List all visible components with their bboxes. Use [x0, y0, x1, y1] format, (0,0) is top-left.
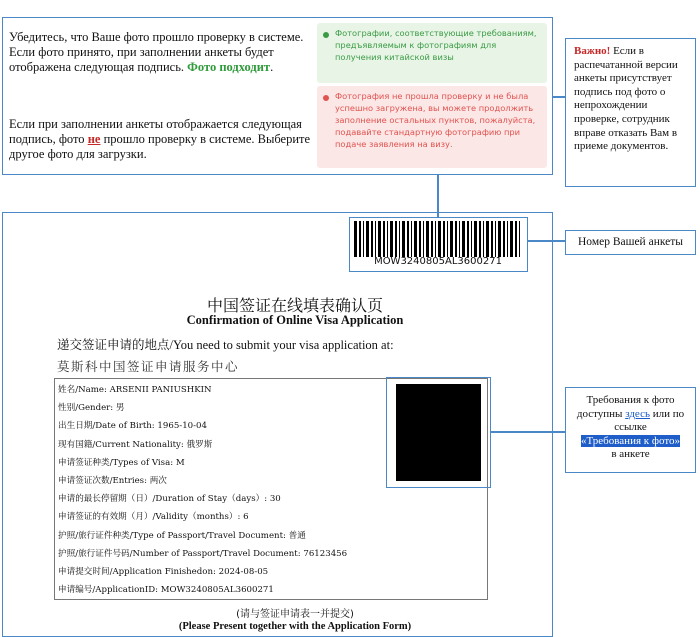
photo-check-panel	[2, 17, 553, 175]
title-en: Confirmation of Online Visa Application	[186, 313, 404, 327]
field-row: 护照/旅行证件种类/Type of Passport/Travel Document: 普通	[58, 530, 306, 541]
applicant-photo	[396, 384, 481, 481]
field-row: 申请签证次数/Entries: 两次	[58, 476, 167, 486]
connector-line	[553, 96, 565, 98]
submit-location: 递交签证申请的地点/You need to submit your visa application at:	[57, 338, 394, 352]
field-row: 申请的最长停留期（日）/Duration of Stay（days）: 30	[58, 494, 281, 505]
check-icon	[323, 32, 329, 38]
application-number-label: Номер Вашей анкеты	[565, 230, 696, 255]
field-row: 性别/Gender: 男	[58, 403, 125, 414]
field-row: 申请签证的有效期（月）/Validity（months）: 6	[58, 512, 249, 523]
field-row: 申请签证种类/Types of Visa: M	[58, 457, 185, 468]
important-label: Важно!	[574, 45, 611, 57]
important-note: Важно! Если в распечатанной версии анкеты присутствует подпись под фото о непрохождении проверке, сотрудник вправе отказать Вам в приеме документов.	[565, 38, 696, 187]
field-row: 申请编号/ApplicationID: MOW3240805AL3600271	[58, 585, 274, 596]
field-row: 姓名/Name: ARSENII PANIUSHKIN	[58, 385, 212, 395]
title-zh: 中国签证在线填表确认页	[206, 296, 383, 315]
photo-frame	[386, 377, 491, 488]
field-row: 护照/旅行证件号码/Number of Passport/Travel Document: 76123456	[58, 548, 348, 559]
requirements-link[interactable]: здесь	[625, 407, 650, 420]
accepted-explanation: Убедитесь, что Ваше фото прошло проверку в системе. Если фото принято, при заполнении анкеты будет отображена следующая подпись. Фото подходит.	[9, 30, 304, 74]
footer-en: (Please Present together with the Application Form)	[178, 621, 412, 632]
field-row: 申请提交时间/Application Finishedon: 2024-08-05	[58, 567, 269, 577]
field-row: 现有国籍/Current Nationality: 俄罗斯	[58, 439, 213, 450]
barcode-frame	[349, 217, 528, 272]
rejected-explanation: Если при заполнении анкеты отображается следующая подпись, фото не прошло проверку в системе. Выберите другое фото для загрузки.	[9, 117, 311, 161]
photo-rejected-badge: Фотография не прошла проверку и не была успешно загружена, вы можете продолжить заполнение остальных пунктов, пожалуйста, подавайте стандартную фотографию при подаче заявления на визу.	[317, 86, 547, 168]
footer-zh: (请与签证申请表一并提交)	[236, 609, 354, 620]
service-center-name: 莫斯科中国签证申请服务中心	[57, 359, 240, 374]
field-row: 出生日期/Date of Birth: 1965-10-04	[58, 421, 207, 432]
not-word: не	[87, 132, 101, 146]
requirements-highlight: «Требования к фото»	[580, 434, 681, 447]
barcode-icon	[354, 221, 524, 257]
photo-requirements-note: Требования к фото доступны здесь или по ссылке «Требования к фото» в анкете	[565, 387, 696, 473]
photo-ok-badge: Фотографии, соответствующие требованиям, предъявляемым к фотографиям для получения китайской визы	[317, 23, 547, 83]
accepted-phrase: Фото подходит	[187, 60, 271, 74]
error-icon	[323, 95, 329, 101]
barcode-number: MOW3240805AL3600271	[374, 256, 502, 267]
